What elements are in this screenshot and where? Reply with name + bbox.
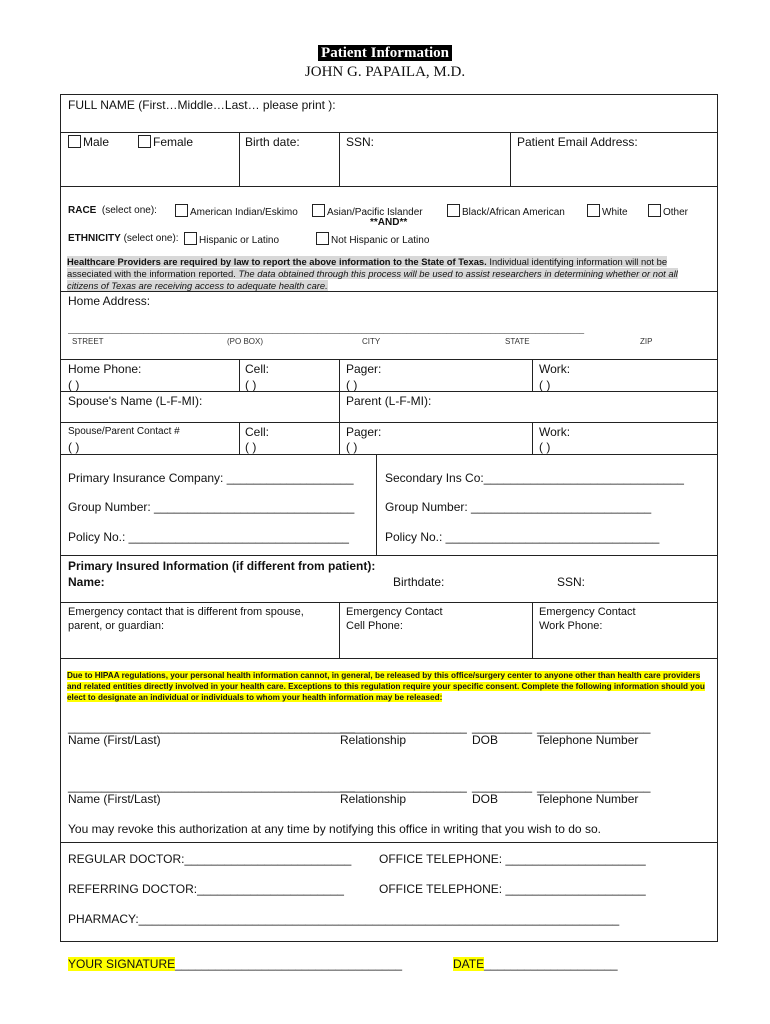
doctor-name: JOHN G. PAPAILA, M.D. (304, 64, 466, 80)
date-field[interactable]: DATE____________________ (453, 957, 618, 971)
ssn-field[interactable]: SSN: (346, 135, 375, 149)
emergency-contact-field[interactable]: Emergency contact that is different from spouse, parent, or guardian: (68, 606, 304, 632)
race-option-other[interactable]: Other (648, 204, 688, 218)
contact-cell-paren: ( ) (245, 440, 257, 454)
designee-2-relationship-line[interactable]: ___________________ (340, 779, 467, 793)
pharmacy-field[interactable]: PHARMACY:________________________________________________________________________ (68, 912, 620, 926)
designee-1-dob-label: DOB (472, 733, 499, 747)
emergency-work-field[interactable]: Emergency Contact Work Phone: (539, 606, 636, 632)
contact-work-field[interactable]: Work: (539, 425, 571, 439)
regular-doctor-field[interactable]: REGULAR DOCTOR:_________________________ (68, 852, 352, 866)
ethnicity-label: ETHNICITY (select one): (68, 233, 179, 244)
work-phone-field[interactable]: Work: (539, 362, 571, 376)
checkbox-icon[interactable] (587, 204, 600, 217)
female-checkbox[interactable]: Female (138, 135, 193, 149)
revoke-notice: You may revoke this authorization at any time by notifying this office in writing that you wish to do so. (68, 822, 601, 836)
insured-ssn-field[interactable]: SSN: (557, 575, 586, 589)
designee-1-relationship-line[interactable]: ___________________ (340, 720, 467, 734)
designee-2-name-line[interactable]: ___________________________________________ (68, 779, 355, 793)
checkbox-icon[interactable] (138, 135, 151, 148)
designee-1-relationship-label: Relationship (340, 733, 407, 747)
address-line: ____________________________________________________________________________________________________________________ (68, 325, 585, 334)
checkbox-icon[interactable] (648, 204, 661, 217)
designee-1-dob-line[interactable]: _________ (472, 720, 533, 734)
designee-1-telephone-line[interactable]: _________________ (537, 720, 651, 734)
checkbox-icon[interactable] (312, 204, 325, 217)
policy-number-secondary[interactable]: Policy No.: ________________________________ (385, 530, 660, 544)
checkbox-icon[interactable] (447, 204, 460, 217)
contact-pager-paren: ( ) (346, 440, 358, 454)
work-phone-paren: ( ) (539, 378, 551, 392)
birth-date-field[interactable]: Birth date: (245, 135, 300, 149)
race-label: RACE (select one): (68, 205, 157, 216)
race-option-american-indian[interactable]: American Indian/Eskimo (175, 204, 298, 218)
contact-pager-field[interactable]: Pager: (346, 425, 382, 439)
checkbox-icon[interactable] (184, 232, 197, 245)
pager-field[interactable]: Pager: (346, 362, 382, 376)
home-address-label[interactable]: Home Address: (68, 294, 151, 308)
designee-1-name-line[interactable]: ___________________________________________ (68, 720, 355, 734)
checkbox-icon[interactable] (68, 135, 81, 148)
designee-2-relationship-label: Relationship (340, 792, 407, 806)
state-reporting-notice: Healthcare Providers are required by law to report the above information to the State of Texas. Individual identifying information will not be asseciated with the information reported. The data obtained through this process will be used to assist researchers in determining whether or not all citizens of Texas are receiving access to adequate health care. (67, 256, 678, 291)
contact-work-paren: ( ) (539, 440, 551, 454)
parent-name-field[interactable]: Parent (L-F-MI): (346, 394, 432, 408)
designee-2-telephone-line[interactable]: _________________ (537, 779, 651, 793)
race-option-white[interactable]: White (587, 204, 628, 218)
group-number-secondary[interactable]: Group Number: ___________________________ (385, 500, 652, 514)
designee-1-telephone-label: Telephone Number (537, 733, 639, 747)
checkbox-icon[interactable] (316, 232, 329, 245)
checkbox-icon[interactable] (175, 204, 188, 217)
race-option-asian[interactable]: Asian/Pacific Islander (312, 204, 423, 218)
designee-2-dob-label: DOB (472, 792, 499, 806)
email-field[interactable]: Patient Email Address: (517, 135, 638, 149)
group-number-primary[interactable]: Group Number: ______________________________ (68, 500, 355, 514)
and-text: **AND** (370, 217, 408, 228)
spouse-contact-field[interactable]: Spouse/Parent Contact # (68, 426, 180, 437)
insured-birthdate-field[interactable]: Birthdate: (393, 575, 445, 589)
ethnicity-option-hispanic[interactable]: Hispanic or Latino (184, 232, 279, 246)
male-checkbox[interactable]: Male (68, 135, 109, 149)
secondary-insurance-field[interactable]: Secondary Ins Co:______________________________ (385, 471, 684, 485)
home-phone-field[interactable]: Home Phone: (68, 362, 142, 376)
cell-phone-paren: ( ) (245, 378, 257, 392)
referring-doctor-field[interactable]: REFERRING DOCTOR:______________________ (68, 882, 344, 896)
address-pobox-label: (PO BOX) (227, 337, 264, 346)
address-city-label: CITY (362, 337, 381, 346)
ethnicity-option-not-hispanic[interactable]: Not Hispanic or Latino (316, 232, 429, 246)
office-telephone-2-field[interactable]: OFFICE TELEPHONE: _____________________ (379, 882, 646, 896)
hipaa-notice: Due to HIPAA regulations, your personal health information cannot, in general, be released by this office/surgery center to anyone other than health care providers and related entities directly involved in your health care. Exceptions to this regulation require your specific consent. Complete the following information should you elect to designate an individual or individuals to whom your health information may be released: (67, 671, 705, 702)
emergency-cell-field[interactable]: Emergency Contact Cell Phone: (346, 606, 443, 632)
policy-number-primary[interactable]: Policy No.: _________________________________ (68, 530, 349, 544)
designee-2-dob-line[interactable]: _________ (472, 779, 533, 793)
primary-insurance-field[interactable]: Primary Insurance Company: ___________________ (68, 471, 354, 485)
home-phone-paren: ( ) (68, 378, 80, 392)
designee-2-telephone-label: Telephone Number (537, 792, 639, 806)
signature-field[interactable]: YOUR SIGNATURE__________________________________ (68, 957, 403, 971)
form-title: Patient Information (0, 44, 770, 62)
insured-name-field[interactable]: Name: (68, 575, 105, 589)
designee-2-name-label: Name (First/Last) (68, 792, 161, 806)
full-name-label[interactable]: FULL NAME (First…Middle…Last… please print ): (68, 98, 336, 112)
primary-insured-heading: Primary Insured Information (if different from patient): (68, 559, 376, 573)
designee-1-name-label: Name (First/Last) (68, 733, 161, 747)
pager-paren: ( ) (346, 378, 358, 392)
spouse-contact-paren: ( ) (68, 440, 80, 454)
spouse-name-field[interactable]: Spouse's Name (L-F-MI): (68, 394, 203, 408)
address-zip-label: ZIP (640, 337, 653, 346)
address-state-label: STATE (505, 337, 530, 346)
office-telephone-1-field[interactable]: OFFICE TELEPHONE: _____________________ (379, 852, 646, 866)
cell-phone-field[interactable]: Cell: (245, 362, 270, 376)
contact-cell-field[interactable]: Cell: (245, 425, 270, 439)
race-option-black[interactable]: Black/African American (447, 204, 565, 218)
address-street-label: STREET (72, 337, 104, 346)
